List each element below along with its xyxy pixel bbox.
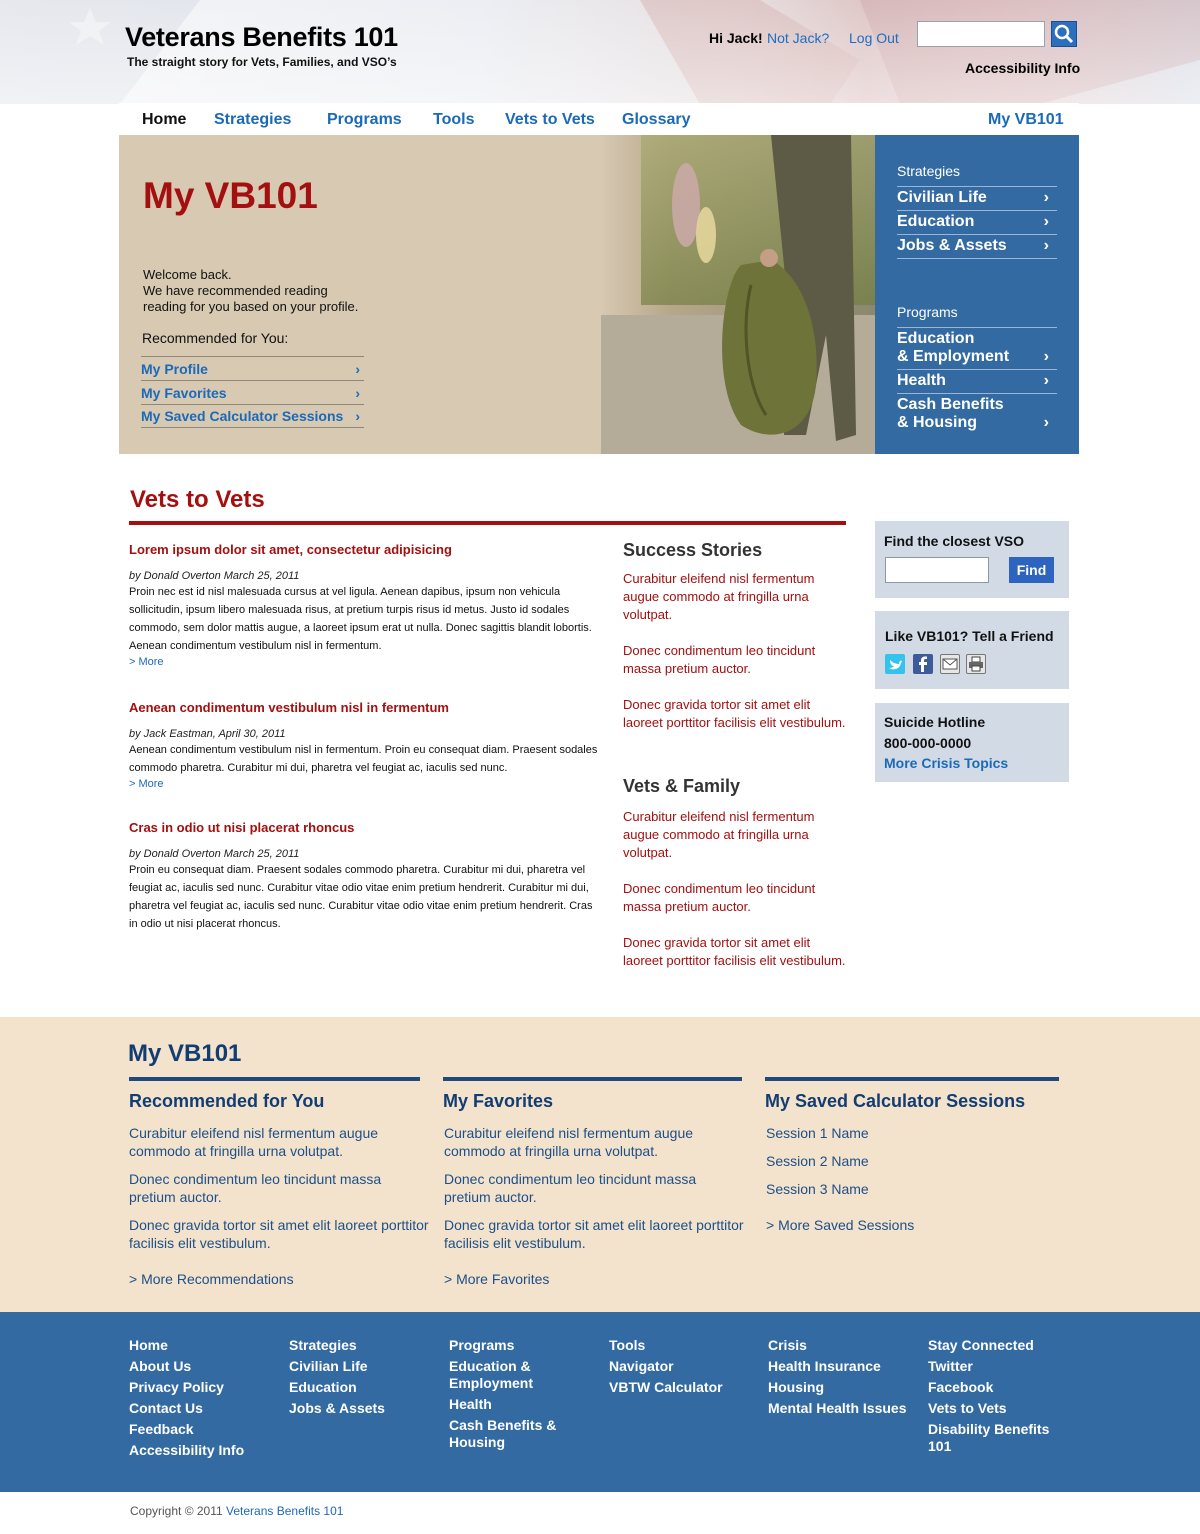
strategies-heading: Strategies <box>897 163 961 179</box>
chevron-right-icon: › <box>1043 237 1049 254</box>
article-body: Proin eu consequat diam. Praesent sodales commodo pharetra. Curabitur mi dui, pharetra vel feugiat ac, iaculis sed nunc. Curabitur vitae odio vitae enim pretium hendrerit. Curabitur mi dui, pharetra vel feugiat ac, iaculis sed nunc. Curabitur vitae odio vitae enim pretium hendrerit. Cras in odio ut nisi placerat rhoncus. <box>129 864 593 930</box>
chevron-right-icon: › <box>1043 189 1049 206</box>
footer-link[interactable]: Education <box>289 1379 357 1395</box>
find-vso-widget <box>875 521 1069 598</box>
side-link-education-employment[interactable] <box>897 327 1057 369</box>
favorite-item[interactable]: Donec condimentum leo tincidunt massa pretium auctor. <box>444 1171 697 1205</box>
link-line: & Housing <box>897 414 977 431</box>
nav-glossary[interactable]: Glossary <box>622 111 691 128</box>
link-label: Health <box>897 372 946 389</box>
footer-link[interactable]: Contact Us <box>129 1400 203 1416</box>
welcome-line: reading for you based on your profile. <box>143 299 359 314</box>
copyright-link[interactable]: Veterans Benefits 101 <box>226 1504 344 1518</box>
welcome-line: Welcome back. <box>143 267 232 282</box>
tell-a-friend-title: Like VB101? Tell a Friend <box>885 628 1054 644</box>
footer-link[interactable]: Jobs & Assets <box>289 1400 385 1416</box>
article-title[interactable]: Lorem ipsum dolor sit amet, consectetur adipisicing <box>129 542 452 557</box>
side-link-jobs-assets[interactable] <box>897 234 1057 259</box>
recommended-column <box>129 1077 429 1288</box>
sessions-heading: My Saved Calculator Sessions <box>765 1091 1026 1111</box>
search-input[interactable] <box>917 21 1045 47</box>
side-link-civilian-life[interactable] <box>897 186 1057 210</box>
success-stories <box>623 540 848 732</box>
nav-tools[interactable]: Tools <box>433 111 475 128</box>
search-icon <box>1052 22 1076 46</box>
not-user-link[interactable]: Not Jack? <box>767 30 830 46</box>
soldier-with-duffel-bag-image <box>601 135 875 454</box>
article <box>129 699 599 790</box>
link-line: Cash Benefits <box>897 396 1004 413</box>
article-title[interactable]: Cras in odio ut nisi placerat rhoncus <box>129 820 355 835</box>
side-link-cash-benefits-housing[interactable] <box>897 393 1057 435</box>
print-icon[interactable] <box>966 654 986 674</box>
chevron-right-icon: › <box>1043 348 1049 365</box>
footer-link[interactable]: Cash Benefits & Housing <box>449 1417 557 1450</box>
favorite-item[interactable]: Curabitur eleifend nisl fermentum augue commodo at fringilla urna volutpat. <box>444 1125 694 1159</box>
footer-column <box>449 1337 569 1455</box>
article-body: Proin nec est id nisl malesuada cursus at vel ligula. Aenean dapibus, ipsum non vehicula sollicitudin, ipsum libero malesuada risus, at pretium turpis risus id metus. Justo id sodales commodo, sem dolor mattis augue, a laoreet ipsum erat ut nulla. Donec sagittis blandit lobortis. Aenean condimentum vestibulum nisl in fermentum. <box>129 586 592 652</box>
vets-family <box>623 776 848 970</box>
favorites-column <box>443 1077 742 1288</box>
find-button[interactable]: Find <box>1009 557 1054 583</box>
programs-heading: Programs <box>897 304 958 320</box>
chevron-right-icon: › <box>355 384 360 401</box>
recommended-item[interactable]: Curabitur eleifend nisl fermentum augue commodo at fringilla urna volutpat. <box>129 1125 379 1159</box>
sessions-column <box>765 1077 1059 1234</box>
story-link[interactable]: Curabitur eleifend nisl fermentum augue commodo at fringilla urna volutpat. <box>623 809 815 860</box>
section-divider <box>129 521 846 525</box>
site-tagline: The straight story for Vets, Families, and VSO’s <box>127 55 397 69</box>
article-more-link[interactable]: > More <box>129 778 164 790</box>
article-byline: by Donald Overton March 25, 2011 <box>129 570 300 582</box>
site-title[interactable]: Veterans Benefits 101 <box>125 22 398 52</box>
footer-link[interactable]: Health <box>449 1396 492 1412</box>
strategies-list <box>897 186 1057 259</box>
nav-home[interactable]: Home <box>142 111 187 128</box>
vets-family-heading: Vets & Family <box>623 776 741 796</box>
footer-column <box>129 1337 279 1463</box>
success-stories-heading: Success Stories <box>623 540 763 560</box>
footer-link[interactable]: Stay Connected <box>928 1337 1034 1353</box>
nav-programs[interactable]: Programs <box>327 111 402 128</box>
logout-link[interactable]: Log Out <box>849 30 899 46</box>
my-vb101-heading: My VB101 <box>128 1040 242 1067</box>
link-line: Education <box>897 330 975 347</box>
column-divider <box>443 1077 742 1081</box>
twitter-icon[interactable] <box>885 654 905 674</box>
article-more-link[interactable]: > More <box>129 656 164 668</box>
favorites-heading: My Favorites <box>443 1091 554 1111</box>
welcome-message <box>143 267 403 315</box>
link-label: My Favorites <box>141 384 227 401</box>
footer-link[interactable]: VBTW Calculator <box>609 1379 723 1395</box>
footer-link[interactable]: Feedback <box>129 1421 194 1437</box>
programs-list <box>897 327 1057 435</box>
more-recommendations-link[interactable]: > More Recommendations <box>129 1271 294 1287</box>
main-nav <box>119 103 1079 136</box>
footer-link[interactable]: About Us <box>129 1358 192 1374</box>
footer-link[interactable]: Disability Benefits 101 <box>928 1421 1050 1454</box>
nav-my-vb101[interactable]: My VB101 <box>988 111 1064 128</box>
footer-link[interactable]: Strategies <box>289 1337 357 1353</box>
more-crisis-topics-link[interactable]: More Crisis Topics <box>884 755 1009 771</box>
crisis-widget <box>875 703 1069 782</box>
story-link[interactable]: Donec gravida tortor sit amet elit laoreet porttitor facilisis elit vestibulum. <box>623 697 846 730</box>
recommended-heading: Recommended for You <box>129 1091 325 1111</box>
hero-links <box>141 356 364 428</box>
find-vso-title: Find the closest VSO <box>884 533 1025 549</box>
column-divider <box>129 1077 420 1081</box>
article-byline: by Jack Eastman, April 30, 2011 <box>129 728 286 740</box>
side-link-health[interactable] <box>897 369 1057 393</box>
hotline-number[interactable]: 800-000-0000 <box>884 735 972 751</box>
recommended-item[interactable]: Donec condimentum leo tincidunt massa pretium auctor. <box>129 1171 382 1205</box>
my-favorites-link[interactable] <box>141 380 364 404</box>
link-label: My Profile <box>141 360 208 377</box>
chevron-right-icon: › <box>355 408 360 424</box>
session-item[interactable]: Session 2 Name <box>766 1153 869 1169</box>
footer-link[interactable]: Facebook <box>928 1379 994 1395</box>
link-label: Education <box>897 213 975 230</box>
footer-link[interactable]: Programs <box>449 1337 515 1353</box>
recommended-item[interactable]: Donec gravida tortor sit amet elit laoreet porttitor facilisis elit vestibulum. <box>129 1217 429 1251</box>
hero-title: My VB101 <box>143 175 318 216</box>
footer-link[interactable]: Housing <box>768 1379 824 1395</box>
session-item[interactable]: Session 3 Name <box>766 1181 869 1197</box>
story-link[interactable]: Curabitur eleifend nisl fermentum augue commodo at fringilla urna volutpat. <box>623 571 815 622</box>
copyright-text: Copyright © 2011 <box>130 1504 223 1518</box>
footer-link[interactable]: Health Insurance <box>768 1358 881 1374</box>
footer-link[interactable]: Navigator <box>609 1358 674 1374</box>
column-divider <box>765 1077 1059 1081</box>
copyright <box>130 1504 343 1518</box>
link-label <box>897 330 1009 366</box>
article <box>129 541 599 668</box>
vets-to-vets-title: Vets to Vets <box>130 486 265 513</box>
chevron-right-icon: › <box>1043 414 1049 431</box>
footer-column <box>609 1337 759 1400</box>
article <box>129 819 599 933</box>
story-link[interactable]: Donec condimentum leo tincidunt massa pretium auctor. <box>623 881 816 914</box>
link-label: Jobs & Assets <box>897 237 1007 254</box>
footer-link[interactable]: Twitter <box>928 1358 973 1374</box>
chevron-right-icon: › <box>1043 213 1049 230</box>
footer-link[interactable]: Crisis <box>768 1337 807 1353</box>
chevron-right-icon: › <box>355 360 360 377</box>
article-title[interactable]: Aenean condimentum vestibulum nisl in fermentum <box>129 700 449 715</box>
article-body: Aenean condimentum vestibulum nisl in fermentum. Proin eu consequat diam. Praesent sodales commodo pharetra. Curabitur mi dui, pharetra vel feugiat ac, iaculis sed nunc. <box>129 744 598 774</box>
link-label: Civilian Life <box>897 189 987 206</box>
more-favorites-link[interactable]: > More Favorites <box>444 1271 550 1287</box>
search-button[interactable] <box>1051 21 1077 47</box>
link-label <box>897 396 1004 432</box>
session-item[interactable]: Session 1 Name <box>766 1125 869 1141</box>
footer-link[interactable]: Vets to Vets <box>928 1400 1007 1416</box>
nav-vets-to-vets[interactable]: Vets to Vets <box>505 111 595 128</box>
recommended-label: Recommended for You: <box>142 330 289 346</box>
vso-zip-input[interactable] <box>885 557 989 583</box>
greeting-text: Hi Jack! <box>709 30 763 46</box>
more-sessions-link[interactable]: > More Saved Sessions <box>766 1217 915 1233</box>
story-link[interactable]: Donec condimentum leo tincidunt massa pretium auctor. <box>623 643 816 676</box>
side-link-education[interactable] <box>897 210 1057 234</box>
footer-link[interactable]: Accessibility Info <box>129 1442 245 1458</box>
footer-link[interactable]: Mental Health Issues <box>768 1400 907 1416</box>
article-byline: by Donald Overton March 25, 2011 <box>129 848 300 860</box>
hero-side-menu <box>875 135 1079 454</box>
tell-a-friend-widget <box>875 611 1069 689</box>
story-link[interactable]: Donec gravida tortor sit amet elit laoreet porttitor facilisis elit vestibulum. <box>623 935 846 968</box>
link-line: & Employment <box>897 348 1010 365</box>
footer-link[interactable]: Tools <box>609 1337 646 1353</box>
footer-link[interactable]: Education & Employment <box>449 1358 534 1391</box>
saved-sessions-link[interactable] <box>141 404 364 428</box>
favorite-item[interactable]: Donec gravida tortor sit amet elit laoreet porttitor facilisis elit vestibulum. <box>444 1217 744 1251</box>
footer-column <box>768 1337 923 1421</box>
footer-column <box>289 1337 439 1421</box>
chevron-right-icon: › <box>1043 372 1049 389</box>
facebook-icon[interactable] <box>913 654 933 674</box>
my-profile-link[interactable] <box>141 356 364 380</box>
footer-link[interactable]: Civilian Life <box>289 1358 368 1374</box>
nav-strategies[interactable]: Strategies <box>214 111 292 128</box>
footer-column <box>928 1337 1058 1459</box>
link-label: My Saved Calculator Sessions <box>141 408 344 424</box>
footer-link[interactable]: Privacy Policy <box>129 1379 224 1395</box>
accessibility-info-link[interactable]: Accessibility Info <box>965 60 1081 76</box>
footer-link[interactable]: Home <box>129 1337 168 1353</box>
email-icon[interactable] <box>940 654 960 674</box>
hotline-title: Suicide Hotline <box>884 714 986 730</box>
welcome-line: We have recommended reading <box>143 283 328 298</box>
